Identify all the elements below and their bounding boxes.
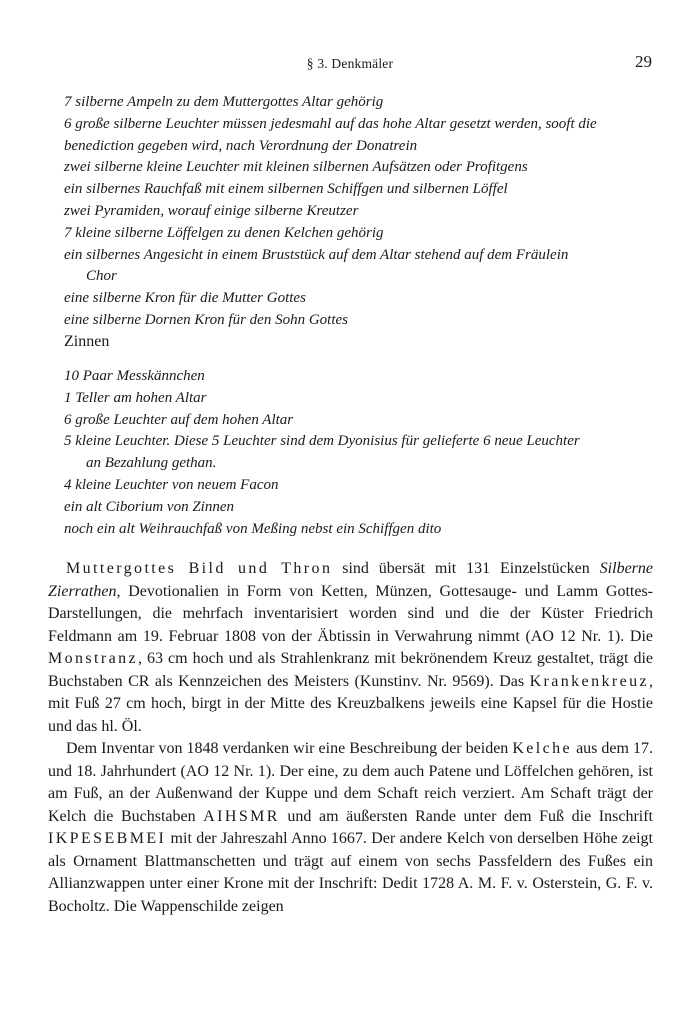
inventory-line: noch ein alt Weihrauchfaß von Meßing nebst ein Schiffgen dito (64, 520, 442, 537)
inventory-line: ein silbernes Angesicht in einem Bruststück auf dem Altar stehend auf dem Fräulein (64, 246, 569, 263)
page-header (48, 52, 652, 76)
text-run: , Devotionalien in Form von Ketten, Münzen, Gottesauge- und Lamm Gottes-Darstellungen, die mehrfach inventarisiert worden sind und die der Küster Friedrich Feldmann am 19. Februar 1808 von der Äbtissin in Verwahrung nimmt (AO 12 Nr. 1). Die (48, 582, 653, 645)
spaced-term: Muttergottes Bild und Thron (66, 560, 333, 577)
text-run: sind übersät mit 131 Einzelstücken (332, 560, 600, 577)
paragraph (48, 558, 653, 738)
paragraph (48, 738, 653, 918)
inventory-line: zwei silberne kleine Leuchter mit kleinen silbernen Aufsätzen oder Profitgens (64, 159, 528, 176)
running-head: § 3. Denkmäler (306, 56, 394, 71)
spaced-term: Monstranz (48, 650, 139, 667)
inventory-line: zwei Pyramiden, worauf einige silberne Kreutzer (64, 202, 359, 219)
inventory-list-silver (64, 92, 644, 332)
inventory-line: 7 silberne Ampeln zu dem Muttergottes Altar gehörig (64, 94, 384, 110)
inventory-line: 6 große silberne Leuchter müssen jedesmahl auf das hohe Altar gesetzt werden, sooft die (64, 115, 597, 132)
spaced-term: AIHSMR (203, 807, 280, 825)
inventory-line: ein silbernes Rauchfaß mit einem silbernen Schiffgen und silbernen Löffel (64, 181, 508, 198)
inventory-line: 4 kleine Leuchter von neuem Facon (64, 476, 279, 493)
text-run: aus dem 17. und 18. Jahrhundert (AO 12 Nr. 1). Der eine, zu dem auch Patene und Löffelchen gehören, ist am Fuß, an der Außenwand der Kuppe und dem Schaft reich verziert. Am Schaft trägt der Kelch die Buchstaben (48, 740, 653, 825)
spaced-term: IKPESEBMEI (48, 830, 167, 847)
body-text (48, 558, 653, 918)
inventory-line: 7 kleine silberne Löffelgen zu denen Kelchen gehörig (64, 224, 384, 241)
text-run: Dem Inventar von 1848 verdanken wir eine Beschreibung der beiden (66, 740, 513, 757)
section-heading-zinnen: Zinnen (64, 333, 110, 350)
text-run: mit der Jahreszahl Anno 1667. Der andere Kelch von derselben Höhe zeigt als Ornament Blattmanschetten und trägt auf einem von sechs Passfeldern des Fußes ein Allianzwappen unter einer Krone mit der Inschrift: Dedit 1728 A. M. F. v. Osterstein, G. F. v. Bocholtz. Die Wappenschilde zeigen (48, 830, 653, 915)
inventory-line: 5 kleine Leuchter. Diese 5 Leuchter sind dem Dyonisius für gelieferte 6 neue Leuchter (64, 433, 580, 450)
inventory-line: 10 Paar Messkännchen (64, 368, 205, 384)
inventory-line-continuation: an Bezahlung gethan. (86, 455, 217, 472)
italic-term: Silberne Zierrathen (48, 560, 653, 600)
inventory-list-pewter (64, 366, 644, 540)
inventory-line: eine silberne Kron für die Mutter Gottes (64, 290, 306, 307)
inventory-line: ein alt Ciborium von Zinnen (64, 498, 234, 515)
spaced-term: Kelche (512, 740, 573, 757)
inventory-line: benediction gegeben wird, nach Verordnung der Donatrein (64, 137, 418, 154)
inventory-line: 6 große Leuchter auf dem hohen Altar (64, 411, 294, 428)
text-run: , mit Fuß 27 cm hoch, birgt in der Mitte des Kreuzbalkens jeweils eine Kapsel für die Hostie und das hl. Öl. (48, 672, 653, 735)
text-run: , 63 cm hoch und als Strahlenkranz mit bekrönendem Kreuz gestaltet, trägt die Buchstaben CR als Kennzeichen des Meisters (Kunstinv. Nr. 9569). Das (48, 650, 653, 690)
inventory-line-continuation: Chor (86, 268, 117, 285)
text-run: und am äußersten Rande unter dem Fuß die Inschrift (279, 807, 653, 825)
inventory-line: eine silberne Dornen Kron für den Sohn Gottes (64, 311, 348, 328)
page-number: 29 (635, 52, 652, 71)
spaced-term: Krankenkreuz (529, 672, 649, 690)
inventory-line: 1 Teller am hohen Altar (64, 389, 207, 406)
